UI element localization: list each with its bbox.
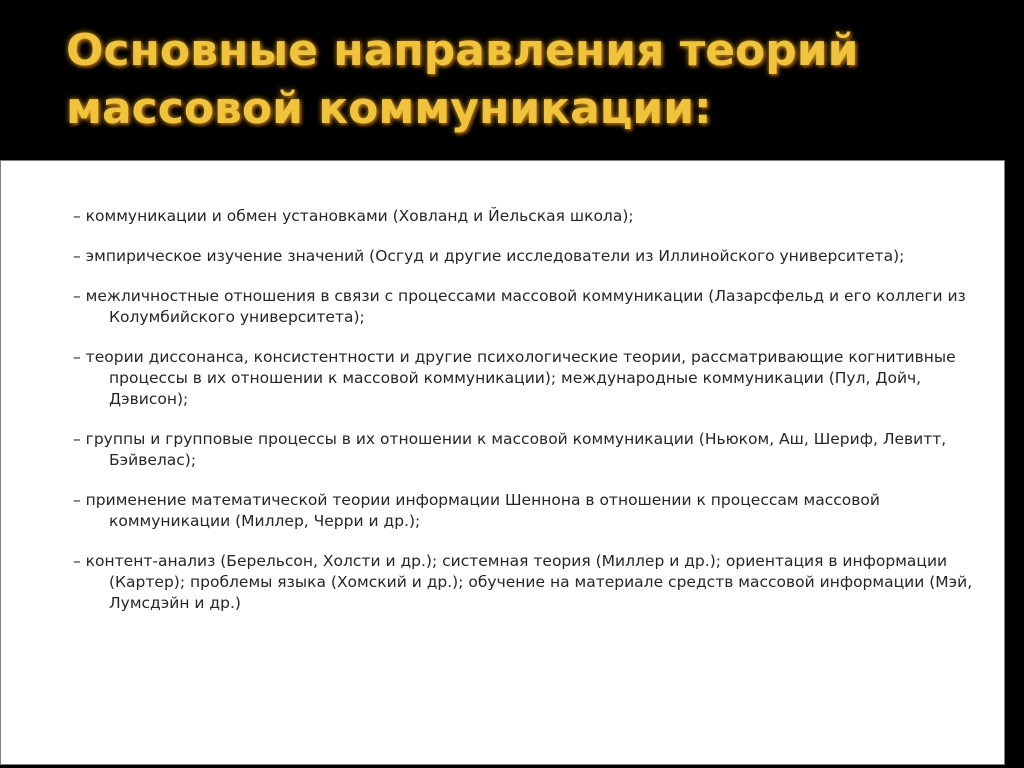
list-item: – применение математической теории информации Шеннона в отношении к процессам массовой коммуникации (Миллер, Черри и др.); <box>73 491 880 530</box>
title-bar <box>0 0 1024 160</box>
list-item: – коммуникации и обмен установками (Ховланд и Йельская школа); <box>73 207 634 225</box>
list-item: – контент-анализ (Берельсон, Холсти и др.); системная теория (Миллер и др.); ориентация в информации (Картер); проблемы языка (Хомский и др.); обучение на материале средств массовой информации (Мэй, Лумсдэйн и др.) <box>73 552 973 612</box>
list-item: – межличностные отношения в связи с процессами массовой коммуникации (Лазарсфельд и его коллеги из Колумбийского университета); <box>73 287 966 326</box>
list-item: – эмпирическое изучение значений (Осгуд и другие исследователи из Иллинойского университета); <box>73 247 905 265</box>
list-item: – теории диссонанса, консистентности и другие психологические теории, рассматривающие когнитивные процессы в их отношении к массовой коммуникации); международные коммуникации (Пул, Дойч, Дэвисон); <box>73 348 956 408</box>
bullet-list <box>73 206 973 633</box>
slide-title: Основные направления теорий массовой коммуникации: <box>66 25 859 134</box>
content-panel <box>0 160 1005 765</box>
list-item: – группы и групповые процессы в их отношении к массовой коммуникации (Ньюком, Аш, Шериф, Левитт, Бэйвелас); <box>73 430 947 469</box>
